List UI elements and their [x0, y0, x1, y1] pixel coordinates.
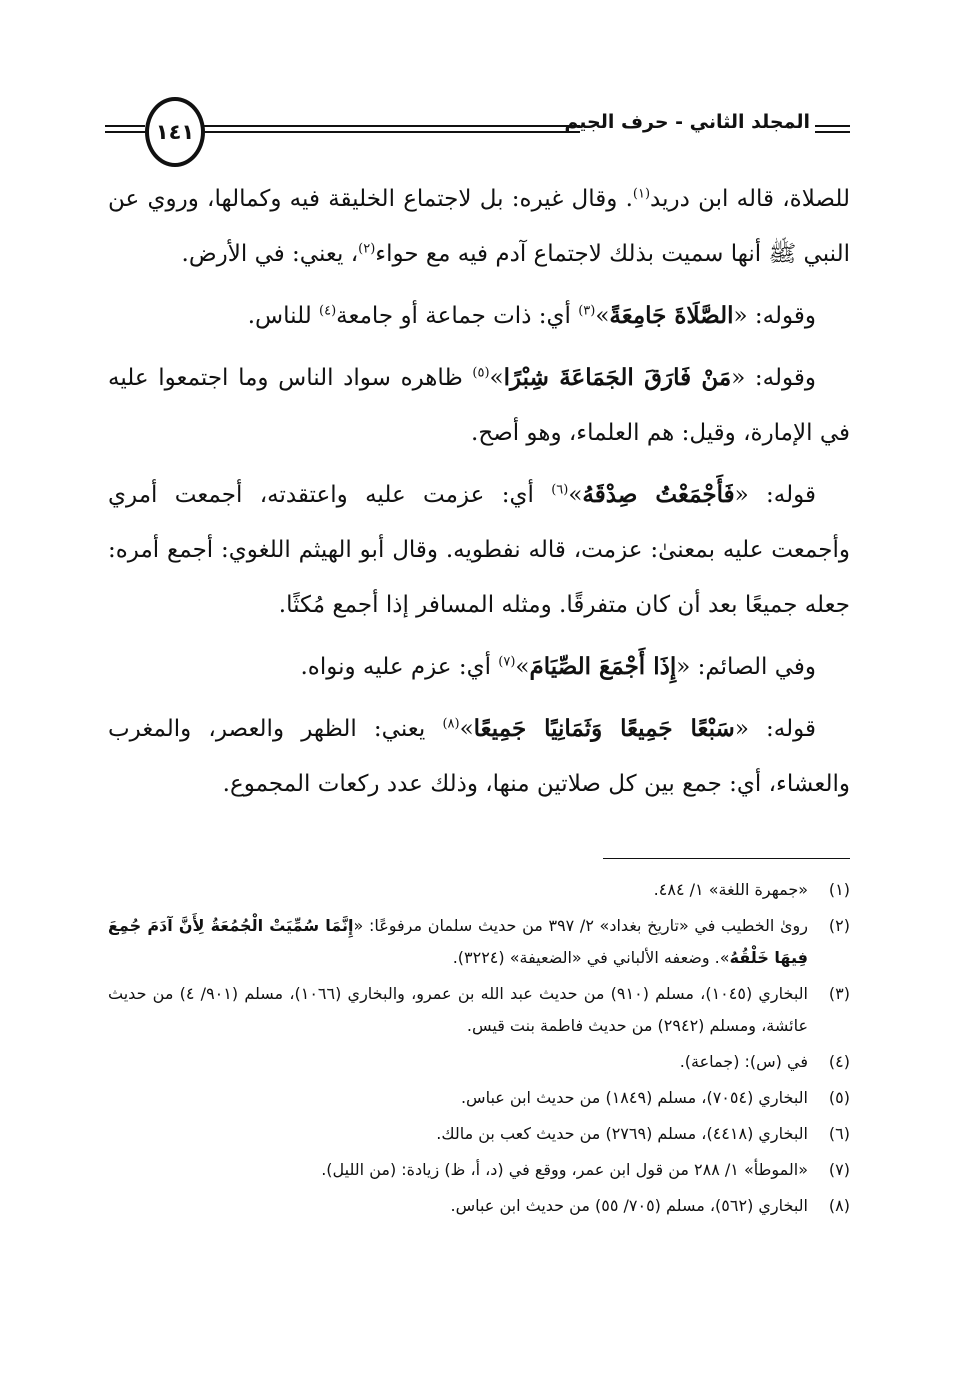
text-run: قوله: «	[734, 716, 817, 742]
text-run: »	[595, 303, 610, 329]
text-run: أي: ذات جماعة أو جامعة	[336, 303, 579, 329]
text-run: »	[568, 482, 583, 508]
header-rule	[197, 131, 580, 133]
text-run: ». وضعفه الألباني في «الضعيفة» (٣٢٢٤).	[452, 948, 730, 967]
footnote-number: (٣)	[828, 984, 850, 1003]
footnote	[108, 910, 850, 974]
header-rule	[815, 131, 850, 133]
footnote-number: (٥)	[828, 1088, 850, 1107]
text-run: أي: عزم عليه ونواه.	[300, 654, 499, 680]
footnote-separator	[603, 858, 850, 859]
paragraph	[108, 467, 850, 633]
quoted-hadith: إِذَا أَجْمَعَ الصِّيَامَ	[529, 653, 677, 680]
text-run: وقوله: «	[731, 365, 816, 391]
text-run: »	[489, 365, 504, 391]
footnote-ref[interactable]: (٤)	[319, 303, 337, 319]
paragraph	[108, 639, 850, 695]
footnote-text	[108, 1190, 808, 1222]
page-number: ١٤١	[145, 97, 205, 167]
text-run: »	[515, 654, 530, 680]
text-run: »	[459, 716, 474, 742]
quoted-hadith: إِنَّمَا سُمِّيَتْ الْجُمُعَةُ لِأَنَّ آدَمَ جُمِعَ فِيهَا خَلْقُهُ	[108, 916, 808, 967]
header-rule	[197, 125, 580, 127]
footnote-text	[108, 978, 808, 1042]
main-text	[108, 172, 850, 818]
footnotes	[108, 874, 850, 1226]
footnote-number: (١)	[828, 880, 850, 899]
quoted-hadith: مَنْ فَارَقَ الجَمَاعَةَ شِبْرًا	[503, 364, 732, 391]
paragraph	[108, 350, 850, 461]
paragraph	[108, 288, 850, 344]
footnote-ref[interactable]: (٢)	[358, 241, 376, 257]
quoted-hadith: فَأَجْمَعْتُ صِدْقَهُ	[582, 481, 735, 508]
footnote-number: (٦)	[828, 1124, 850, 1143]
quoted-hadith: الصَّلَاةَ جَامِعَةً	[609, 302, 734, 329]
page-header	[105, 95, 850, 165]
text-run: وقوله: «	[733, 303, 816, 329]
footnote-ref[interactable]: (١)	[632, 186, 651, 202]
footnote-text	[108, 1118, 808, 1150]
text-run: ، يعني: في الأرض.	[181, 241, 359, 267]
text-run: «الموطأ» ١/ ٢٨٨ من قول ابن عمر، ووقع في (د، أ، ظ) زيادة: (من الليل).	[321, 1160, 808, 1179]
footnote-ref[interactable]: (٦)	[551, 482, 569, 498]
text-run: «جمهرة اللغة» ١/ ٤٨٤.	[653, 880, 808, 899]
footnote-ref[interactable]: (٧)	[498, 654, 516, 670]
quoted-hadith: سَبْعًا جَمِيعًا وَثَمَانِيًا جَمِيعًا	[473, 715, 735, 742]
text-run: البخاري (١٠٤٥)، مسلم (٩١٠) من حديث عبد الله بن عمرو، والبخاري (١٠٦٦)، مسلم (٩٠١/ ٤) من حديث عائشة، ومسلم (٢٩٤٢) من حديث فاطمة بنت قيس.	[108, 984, 808, 1035]
footnote-number: (٤)	[828, 1052, 850, 1071]
footnote-number: (٨)	[828, 1196, 850, 1215]
text-run: للناس.	[247, 303, 320, 329]
footnote	[108, 1118, 850, 1150]
footnote	[108, 978, 850, 1042]
running-title: المجلد الثاني - حرف الجيم	[564, 111, 810, 133]
text-run: قوله: «	[734, 482, 816, 508]
footnote-ref[interactable]: (٥)	[472, 365, 490, 381]
paragraph	[108, 701, 850, 812]
text-run: وفي الصائم: «	[676, 654, 816, 680]
footnote	[108, 1082, 850, 1114]
text-run: أي: عزمت عليه واعتقدته، أجمعت أمري وأجمعت عليه بمعنىٰ: عزمت، قاله نفطويه. وقال أبو الهيثم اللغوي: أجمع أمره: جعله جميعًا بعد أن كان متفرقًا. ومثله المسافر إذا أجمع مُكثًا.	[108, 482, 850, 618]
footnote-text	[108, 1082, 808, 1114]
footnote-ref[interactable]: (٨)	[442, 716, 460, 732]
footnote-number: (٢)	[828, 916, 850, 935]
text-run: في (س): (جماعة).	[679, 1052, 808, 1071]
header-rule	[815, 125, 850, 127]
footnote	[108, 874, 850, 906]
footnote	[108, 1046, 850, 1078]
text-run: للصلاة، قاله ابن دريد	[650, 186, 850, 212]
text-run: روىٰ الخطيب في «تاريخ بغداد» ٢/ ٣٩٧ من حديث سلمان مرفوعًا: «	[353, 916, 809, 935]
footnote-text	[108, 1154, 808, 1186]
footnote-text	[108, 910, 808, 974]
header-rule	[105, 125, 145, 127]
footnote-number: (٧)	[828, 1160, 850, 1179]
footnote-ref[interactable]: (٣)	[578, 303, 596, 319]
paragraph	[108, 172, 850, 282]
text-run: . وقال غيره: بل لاجتماع الخليقة فيه وكمالها، وروي عن النبي ﷺ أنها سميت بذلك لاجتماع آدم فيه مع حواء	[108, 186, 850, 267]
text-run: البخاري (٥٦٢)، مسلم (٧٠٥/ ٥٥) من حديث ابن عباس.	[450, 1196, 808, 1215]
text-run: ظاهره سواد الناس وما اجتمعوا عليه في الإمارة، وقيل: هم العلماء، وهو أصح.	[108, 365, 850, 446]
footnote	[108, 1154, 850, 1186]
text-run: البخاري (٤٤١٨)، مسلم (٢٧٦٩) من حديث كعب بن مالك.	[436, 1124, 808, 1143]
text-run: يعني: الظهر والعصر، والمغرب والعشاء، أي: جمع بين كل صلاتين منها، وذلك عدد ركعات المجموع.	[108, 716, 850, 797]
footnote-text	[108, 874, 808, 906]
footnote-text	[108, 1046, 808, 1078]
header-rule	[105, 131, 145, 133]
text-run: البخاري (٧٠٥٤)، مسلم (١٨٤٩) من حديث ابن عباس.	[460, 1088, 808, 1107]
footnote	[108, 1190, 850, 1222]
